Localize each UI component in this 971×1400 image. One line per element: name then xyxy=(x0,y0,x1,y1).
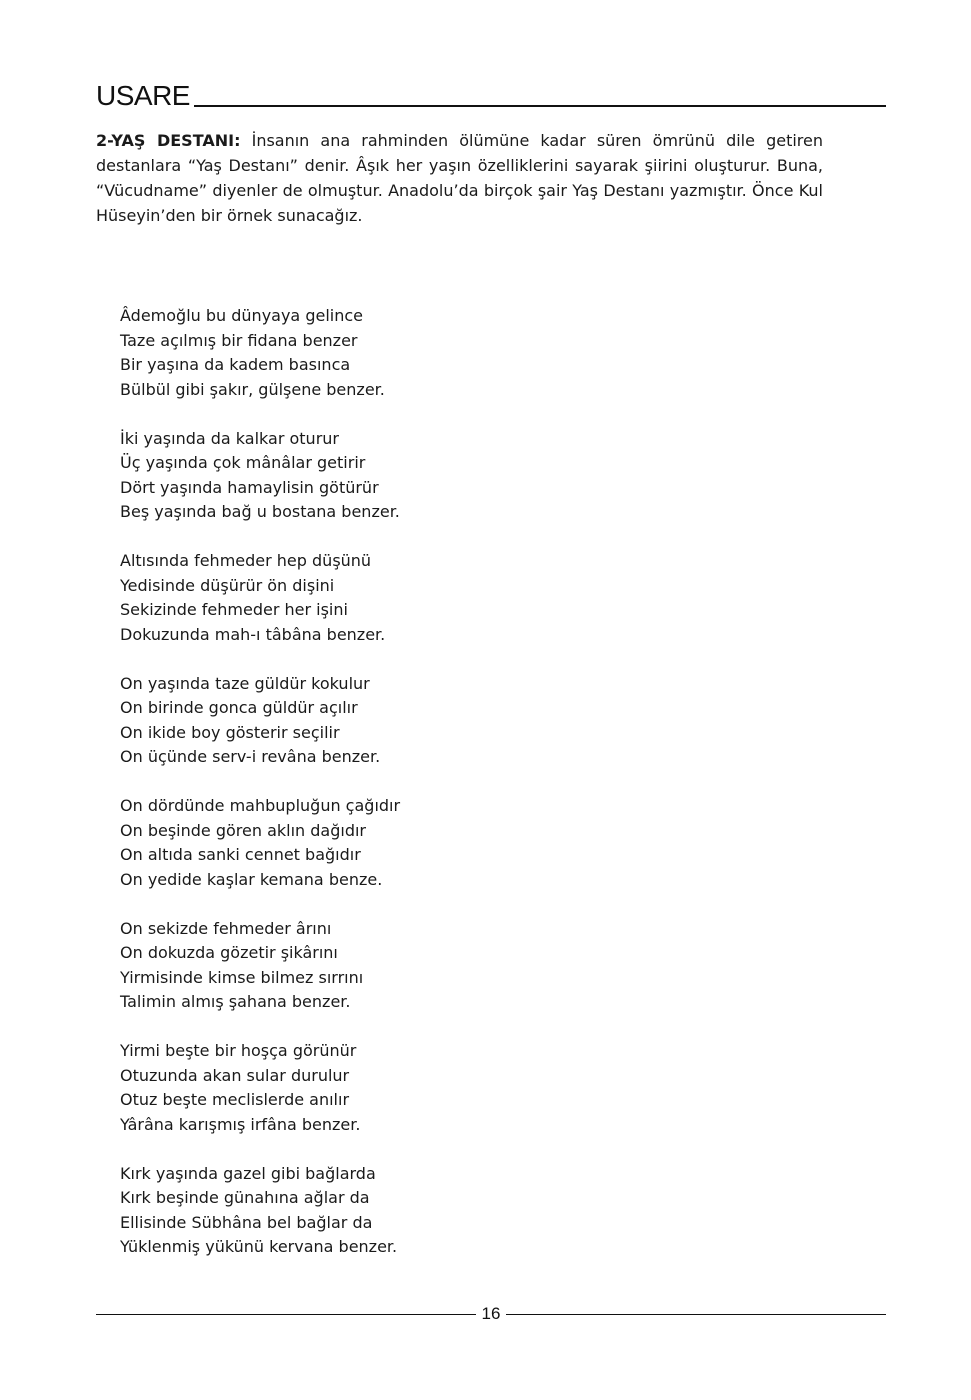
poem-line: On yaşında taze güldür kokulur xyxy=(120,673,370,693)
poem-stanza xyxy=(120,672,620,770)
poem-line: Üç yaşında çok mânâlar getirir xyxy=(120,453,366,472)
poem-line: Talimin almış şahana benzer. xyxy=(120,992,351,1011)
poem-line: On üçünde serv-i revâna benzer. xyxy=(120,747,381,766)
poem-line: Yedisinde düşürür ön dişini xyxy=(120,575,335,595)
poem-line: Yirmi beşte bir hoşça görünür xyxy=(120,1041,357,1060)
poem-line: Ellisinde Sübhâna bel bağlar da xyxy=(120,1212,373,1232)
poem-line: On dokuzda gözetir şikârını xyxy=(120,943,338,962)
poem-line: On dördünde mahbupluğun çağıdır xyxy=(120,796,401,815)
poem-stanza xyxy=(120,1162,620,1260)
poem-line: On beşinde gören aklın dağıdır xyxy=(120,820,366,840)
header-rule xyxy=(194,105,886,107)
poem-line: Kırk beşinde günahına ağlar da xyxy=(120,1188,370,1207)
poem-stanza xyxy=(120,304,620,402)
poem-stanza xyxy=(120,794,620,892)
poem-line: Taze açılmış bir fidana benzer xyxy=(120,330,358,350)
poem-line: Beş yaşında bağ u bostana benzer. xyxy=(120,502,400,521)
poem-line: İki yaşında da kalkar oturur xyxy=(120,428,339,448)
poem-line: Otuzunda akan sular durulur xyxy=(120,1065,350,1085)
poem-stanza xyxy=(120,1039,620,1137)
poem-stanza xyxy=(120,917,620,1015)
poem-line: On altıda sanki cennet bağıdır xyxy=(120,845,361,864)
poem-line: Yüklenmiş yükünü kervana benzer. xyxy=(120,1237,398,1256)
poem-line: Sekizinde fehmeder her işini xyxy=(120,600,348,619)
footer-rule-left xyxy=(96,1314,476,1315)
poem-line: Bülbül gibi şakır, gülşene benzer. xyxy=(120,379,385,399)
intro-text: İnsanın ana rahminden ölümüne kadar süren ömrünü dile getiren destanlara “Yaş Destanı” denir. Âşık her yaşın özelliklerini sayarak şiirini oluşturur. Buna, “Vücudname” diyenler de olmuştur. Anadolu’da birçok şair Yaş Destanı yazmıştır. Önce Kul Hüseyin’den bir örnek sunacağız. xyxy=(96,131,823,225)
intro-lead: 2-YAŞ DESTANI: xyxy=(96,131,241,150)
poem-stanza xyxy=(120,549,620,647)
page-footer xyxy=(96,1302,886,1326)
footer-rule-right xyxy=(506,1314,886,1315)
poem-line: Yârâna karışmış irfâna benzer. xyxy=(120,1114,361,1134)
poem xyxy=(120,304,620,1284)
poem-line: Altısında fehmeder hep düşünü xyxy=(120,551,372,570)
poem-line: Bir yaşına da kadem basınca xyxy=(120,355,351,374)
poem-line: On yedide kaşlar kemana benze. xyxy=(120,869,383,889)
poem-line: On birinde gonca güldür açılır xyxy=(120,698,358,717)
poem-line: On sekizde fehmeder ârını xyxy=(120,918,332,938)
intro-paragraph xyxy=(96,128,823,228)
poem-line: Kırk yaşında gazel gibi bağlarda xyxy=(120,1163,376,1183)
poem-stanza xyxy=(120,427,620,525)
header-title: USARE xyxy=(96,80,190,111)
poem-line: Dört yaşında hamaylisin götürür xyxy=(120,477,379,497)
page-header xyxy=(96,80,886,110)
poem-line: Yirmisinde kimse bilmez sırrını xyxy=(120,967,364,987)
poem-line: Âdemoğlu bu dünyaya gelince xyxy=(120,306,363,325)
page-number: 16 xyxy=(481,1304,501,1323)
poem-line: Dokuzunda mah-ı tâbâna benzer. xyxy=(120,624,386,644)
poem-line: On ikide boy gösterir seçilir xyxy=(120,722,340,742)
poem-line: Otuz beşte meclislerde anılır xyxy=(120,1090,350,1109)
